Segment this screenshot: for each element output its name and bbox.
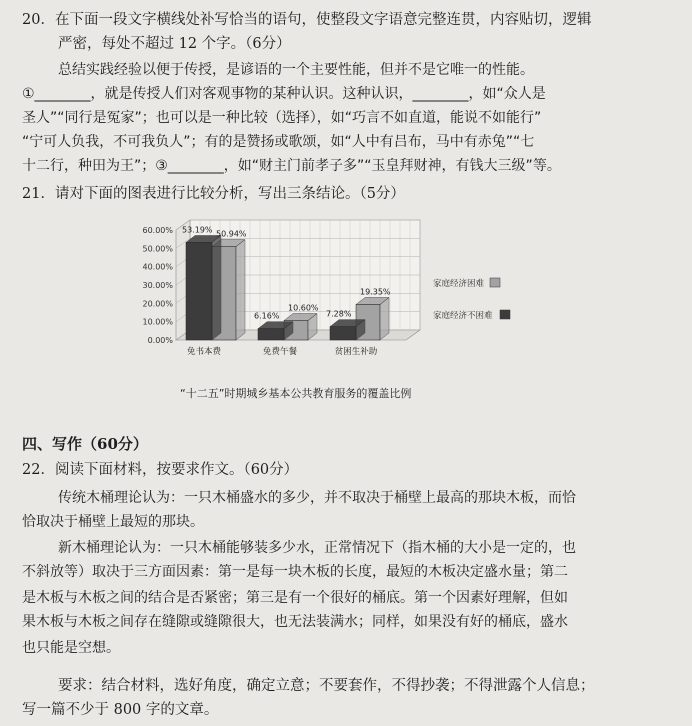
q20-stem-2: 严密，每处不超过 12 个字。（6分）	[58, 36, 291, 52]
legend-swatch-nothard	[500, 310, 510, 319]
chart-svg	[128, 212, 528, 382]
bar-nothard-2	[258, 329, 284, 340]
bar-nothard-1	[186, 242, 212, 340]
requirement-line-1: 要求：结合材料，选好角度，确定立意；不要套作，不得抄袭；不得泄露个人信息；	[58, 678, 595, 694]
data-label-nothard: 53.19%	[182, 225, 213, 235]
legend-label-nothard: 家庭经济不困难	[433, 311, 493, 321]
x-category-label: 免书本费	[186, 347, 222, 357]
legend-label-hard: 家庭经济困难	[433, 279, 485, 289]
q20-passage-2: ①________，就是传授人们对客观事物的某种认识。这种认识，________，如“众人是	[22, 86, 546, 102]
q20-passage-3: 圣人”“同行是冤家”；也可以是一种比较（选择），如“巧言不如直道，能说不如能行”	[22, 110, 542, 126]
y-tick-label: 50.00%	[142, 244, 173, 254]
writing-section-title: 四、写作（60分）	[22, 435, 148, 453]
requirement-line-2: 写一篇不少于 800 字的文章。	[22, 702, 219, 718]
q20-passage-1: 总结实践经验以便于传授，是谚语的一个主要性能，但并不是它唯一的性能。	[58, 62, 534, 78]
bar-nothard-1-side	[212, 235, 221, 340]
chart-title: “十二五”时期城乡基本公共教育服务的覆盖比例	[180, 387, 412, 400]
y-tick-label: 10.00%	[142, 317, 173, 327]
y-tick-label: 60.00%	[142, 226, 173, 235]
material-line-1: 传统木桶理论认为：一只木桶盛水的多少，并不取决于桶壁上最高的那块木板，而恰	[58, 490, 576, 506]
y-tick-label: 30.00%	[142, 281, 173, 290]
y-tick-label: 20.00%	[142, 299, 173, 309]
x-category-label: 贫困生补助	[334, 347, 378, 357]
y-tick-label: 0.00%	[147, 336, 173, 345]
q20-passage-5: 十二行，种田为王”；③________，如“财主门前孝子多”“玉皇拜财神，有钱大三级”等。	[22, 158, 561, 174]
material-line-6: 果木板与木板之间存在缝隙或缝隙很大，也无法装满水；同样，如果没有好的桶底，盛水	[22, 614, 568, 630]
y-tick-label: 40.00%	[142, 262, 173, 272]
bar-nothard-3	[330, 327, 356, 340]
q22-stem: 22．阅读下面材料，按要求作文。（60分）	[22, 462, 299, 478]
data-label-nothard: 6.16%	[254, 311, 280, 321]
data-label-hard: 10.60%	[288, 303, 319, 313]
data-label-hard: 50.94%	[216, 229, 247, 239]
bar-hard-1-side	[236, 240, 245, 340]
material-line-3: 新木桶理论认为：一只木桶能够装多少水，正常情况下（指木桶的大小是一定的，也	[58, 540, 576, 556]
q20-stem-1: 20．在下面一段文字横线处补写恰当的语句，使整段文字语意完整连贯，内容贴切，逻辑	[22, 12, 592, 28]
x-category-label: 免费午餐	[262, 347, 298, 357]
data-label-nothard: 7.28%	[326, 309, 352, 319]
data-label-hard: 19.35%	[360, 287, 391, 297]
material-line-4: 不斜放等）取决于三方面因素：第一是每一块木板的长度，最短的木板决定盛水量；第二	[22, 564, 568, 580]
q20-passage-4: “宁可人负我，不可我负人”；有的是赞扬或歌颂，如“人中有吕布，马中有赤兔”“七	[22, 134, 535, 150]
material-line-5: 是木板与木板之间的结合是否紧密；第三是有一个很好的桶底。第一个因素好理解，但如	[22, 590, 568, 606]
material-line-2: 恰取决于桶壁上最短的那块。	[22, 514, 204, 530]
legend-swatch-hard	[490, 278, 500, 287]
coverage-chart	[128, 212, 528, 402]
bar-hard-3-side	[380, 298, 389, 340]
material-line-7: 也只能是空想。	[22, 640, 120, 656]
q21-stem: 21．请对下面的图表进行比较分析，写出三条结论。（5分）	[22, 186, 405, 202]
